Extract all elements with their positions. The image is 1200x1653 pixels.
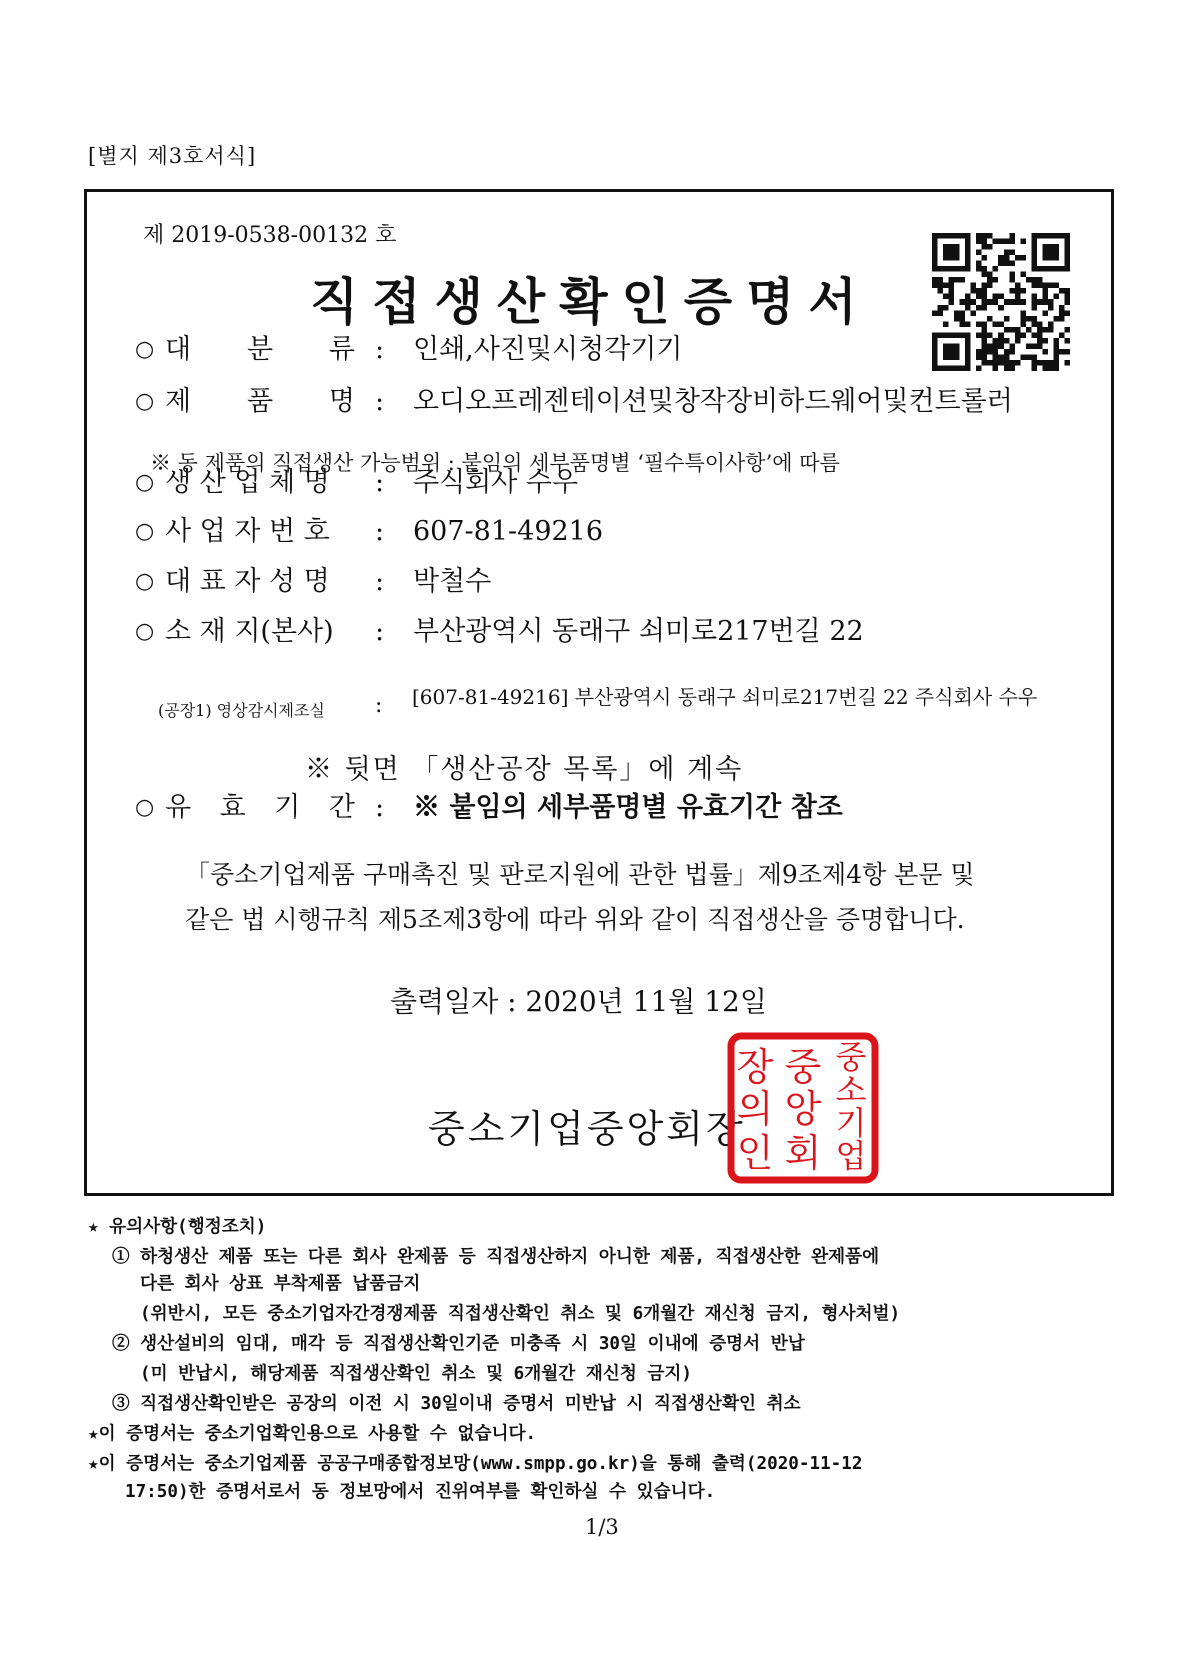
note-item: ★이 증명서는 중소기업확인용으로 사용할 수 없습니다. [88,1424,537,1444]
product-name-value: 오디오프레젠테이션및창작장비하드웨어및컨트롤러 [413,386,1013,417]
category-value: 인쇄,사진및시청각기기 [413,334,683,365]
colon: : [375,693,383,718]
qr-code-icon [932,233,1070,371]
product-name-label: 제 품 명 [165,386,355,417]
company-label: 생 산 업 체 명 [165,467,330,498]
validity-label: 유 효 기 간 [165,792,355,823]
note-item: ③ 직접생산확인받은 공장의 이전 시 30일이내 증명서 미반납 시 직접생산확인 취소 [112,1394,801,1414]
seal-character: 중 [835,1038,867,1076]
representative-value: 박철수 [413,566,492,597]
seal-character: 앙 [784,1087,822,1131]
colon: : [375,516,385,547]
colon: : [375,792,385,823]
print-date: 출력일자 : 2020년 11월 12일 [390,985,767,1018]
seal-character: 소 [835,1071,867,1109]
certificate-number: 제 2019-0538-00132 호 [143,223,397,248]
colon: : [375,566,385,597]
bullet: ○ [135,389,155,414]
page-number: 1/3 [585,1515,619,1539]
form-label: [별지 제3호서식] [88,144,257,168]
category-label: 대 분 류 [165,334,355,365]
official-seal-icon [727,1032,879,1184]
body-text-line: 「중소기업제품 구매촉진 및 판로지원에 관한 법률」제9조제4항 본문 및 [185,860,975,889]
colon: : [375,334,385,365]
issuer-name: 중소기업중앙회장 [428,1107,746,1151]
note-item: ② 생산설비의 임대, 매각 등 직접생산확인기준 미충족 시 30일 이내에 증명서 반납 [112,1334,805,1354]
notes-heading: ★ 유의사항(행정조치) [88,1217,267,1237]
validity-value: ※ 붙임의 세부품명별 유효기간 참조 [413,792,843,823]
note-item: (위반시, 모든 중소기업자간경쟁제품 직접생산확인 취소 및 6개월간 재신청 금지, 형사처벌) [140,1304,901,1324]
business-number-label: 사 업 자 번 호 [165,516,330,547]
colon: : [375,467,385,498]
seal-character: 기 [835,1104,867,1142]
factory-label: (공장1) 영상감시제조실 [158,701,325,720]
seal-character: 의 [736,1087,774,1131]
business-number-value: 607-81-49216 [413,516,604,547]
continued-note: ※ 뒷면 「생산공장 목록」에 계속 [305,754,744,785]
seal-character: 장 [736,1045,774,1089]
bullet: ○ [135,619,155,644]
note-item: (미 반납시, 해당제품 직접생산확인 취소 및 6개월간 재신청 금지) [140,1364,692,1384]
representative-label: 대 표 자 성 명 [165,566,330,597]
seal-character: 중 [784,1045,822,1089]
bullet: ○ [135,795,155,820]
body-text-line: 같은 법 시행규칙 제5조제3항에 따라 위와 같이 직접생산을 증명합니다. [185,905,965,934]
seal-character: 업 [835,1137,867,1175]
factory-value: [607-81-49216] 부산광역시 동래구 쇠미로217번길 22 주식회사 수우 [412,685,1038,709]
note-item: 다른 회사 상표 부착제품 납품금지 [140,1274,421,1294]
bullet: ○ [135,569,155,594]
scope-note: ※ 동 제품의 직접생산 가능범위 : 붙임의 세부품명별 ‘필수특이사항’에 따름 [150,451,840,475]
colon: : [375,386,385,417]
note-item: 17:50)한 증명서로서 동 정보망에서 진위여부를 확인하실 수 있습니다. [125,1482,716,1502]
note-item: ★이 증명서는 중소기업제품 공공구매종합정보망(www.smpp.go.kr)을 통해 출력(2020-11-12 [88,1454,863,1474]
seal-character: 인 [736,1131,774,1175]
address-label: 소 재 지(본사) [165,616,334,647]
bullet: ○ [135,470,155,495]
company-value: 주식회사 수우 [413,467,579,498]
bullet: ○ [135,519,155,544]
note-item: ① 하청생산 제품 또는 다른 회사 완제품 등 직접생산하지 아니한 제품, 직접생산한 완제품에 [112,1247,880,1267]
certificate-title: 직접생산확인증명서 [310,272,871,331]
address-value: 부산광역시 동래구 쇠미로217번길 22 [413,616,864,647]
bullet: ○ [135,337,155,362]
colon: : [375,616,385,647]
seal-character: 회 [784,1131,822,1175]
